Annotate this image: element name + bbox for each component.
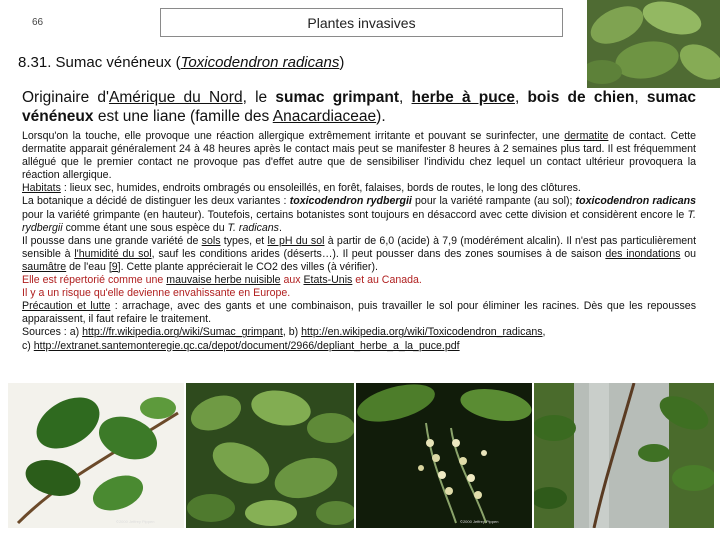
species-name: T. radicans <box>227 221 279 234</box>
text: . <box>278 221 282 234</box>
lead-text: , <box>514 89 528 106</box>
header-title-box <box>160 8 563 37</box>
heading-suffix: ) <box>339 54 345 71</box>
text: et au Canada. <box>352 274 422 287</box>
species-name: toxicodendron radicans <box>575 195 696 208</box>
text: . Cette plante apprécierait le CO2 des villes (à vérifier). <box>120 260 378 273</box>
paragraph-habitats <box>22 182 696 195</box>
link-dermatite[interactable]: dermatite <box>564 130 609 142</box>
text: ou <box>680 247 696 260</box>
link-source-fr-wikipedia[interactable]: http://fr.wikipedia.org/wiki/Sumac_grimpant <box>82 326 283 339</box>
text: c) <box>22 339 34 352</box>
link-saumatre[interactable]: saumâtre <box>22 260 67 273</box>
text: à partir de 6,0 (acide) à 7,9 (modérément alcalin). Il n'est pas particulièrement sensible à <box>22 234 697 260</box>
text: comme étant une sous espèce du <box>62 221 228 234</box>
lead-text: , <box>399 89 412 106</box>
text: La botanique a décidé de distinguer les deux variantes : <box>22 195 290 208</box>
text: de contact. Cette dermatite apparait généralement 24 à 48 heures après le contact mais peut se manifester 8 heures à 2 semaines plus tard. Il est fréquemment allégué que le premier contact ne provoque pas d'effet autre que de sensibiliser l'individu chez lequel un contact ultérieur provoquera la réaction allergique. <box>22 130 696 182</box>
species-name: T. rydbergii <box>22 208 696 234</box>
photo-flowers <box>356 383 532 528</box>
paragraph-dermatite <box>22 130 696 182</box>
habitats-label: Habitats <box>22 182 61 195</box>
text: Lorsqu'on la touche, elle provoque une réaction allergique extrêmement irritante et pouvant se surinfecter, une <box>22 130 565 142</box>
link-etats-unis[interactable]: Etats-Unis <box>303 274 353 287</box>
body-text <box>22 130 696 353</box>
page-number: 66 <box>32 17 44 28</box>
paragraph-sols <box>22 235 696 274</box>
text: aux <box>280 274 304 287</box>
paragraph-sources <box>22 326 696 339</box>
lead-text: , <box>634 89 647 106</box>
heading-prefix: 8.31. Sumac vénéneux ( <box>18 54 181 71</box>
lead-text: Originaire d' <box>22 89 109 106</box>
paragraph-precaution <box>22 300 696 326</box>
text: : lieux sec, humides, endroits ombragés ou ensoleillés, en forêt, falaises, bords de routes, le long des clôtures. <box>60 182 581 195</box>
photo-caption: ©2000 Jeffrey Pippen <box>116 519 155 524</box>
lead-text: ). <box>376 108 386 125</box>
link-humidite-du-sol[interactable]: l'humidité du sol <box>74 247 152 260</box>
lead-text: , le <box>242 89 276 106</box>
link-mauvaise-herbe-nuisible[interactable]: mauvaise herbe nuisible <box>166 274 281 287</box>
lead-paragraph <box>22 88 696 126</box>
link-reference-9[interactable]: [9] <box>108 260 121 273</box>
text: types, et <box>220 234 268 247</box>
text: pour la variété rampante (au sol); <box>411 195 576 208</box>
precaution-label: Précaution et lutte <box>22 300 111 313</box>
lead-text: est une liane (famille des <box>93 108 273 125</box>
text: pour la variété grimpante (en hauteur). Toutefois, certains botanistes sont toujours en désaccord avec cette division et considèrent encore le <box>22 208 688 221</box>
section-heading <box>18 54 344 71</box>
link-herbe-a-puce[interactable]: herbe à puce <box>411 89 515 106</box>
text: Sources : a) <box>22 326 83 339</box>
link-ph-du-sol[interactable]: le pH du sol <box>267 234 325 247</box>
lead-bold: sumac vénéneux <box>22 89 696 125</box>
link-inondations[interactable]: des inondations <box>605 247 681 260</box>
top-leaf-photo <box>587 0 720 88</box>
header-title: Plantes invasives <box>307 14 416 31</box>
lead-bold: sumac grimpant <box>275 89 400 106</box>
text: : arrachage, avec des gants et une combinaison, puis travailler le sol pour éliminer les racines. Dès que les repousses apparaissent, il faut refaire le traitement. <box>22 300 696 326</box>
paragraph-risque-europe: Il y a un risque qu'elle devienne envahissante en Europe. <box>22 287 291 300</box>
photo-tree-trunk <box>534 383 714 528</box>
link-source-en-wikipedia[interactable]: http://en.wikipedia.org/wiki/Toxicodendron_radicans <box>301 326 543 339</box>
text: , b) <box>282 326 302 339</box>
text: , <box>542 326 546 339</box>
text: , sauf les conditions arides (déserts…). Il peut pousser dans des zones soumises à de saison <box>151 247 606 260</box>
link-source-santemonteregie[interactable]: http://extranet.santemonteregie.qc.ca/depot/document/2966/depliant_herbe_a_la_puce.pdf <box>33 339 460 352</box>
text: Il pousse dans une grande variété de <box>22 234 202 247</box>
species-name: toxicodendron rydbergii <box>289 195 412 208</box>
link-sols[interactable]: sols <box>201 234 221 247</box>
paragraph-mauvaise-herbe <box>22 274 696 287</box>
lead-bold: bois de chien <box>527 89 635 106</box>
paragraph-source-c <box>22 340 696 353</box>
photo-caption: ©2000 Jeffrey Pippen <box>460 519 499 524</box>
paragraph-botanique <box>22 195 696 234</box>
heading-scientific-name: Toxicodendron radicans <box>180 54 340 71</box>
link-amerique-du-nord[interactable]: Amérique du Nord <box>108 89 243 106</box>
link-anacardiaceae[interactable]: Anacardiaceae <box>272 108 377 125</box>
photo-vine-leaves <box>8 383 184 528</box>
text: Elle est répertorié comme une <box>22 274 167 287</box>
photo-ground-leaves <box>186 383 354 528</box>
text: de l'eau <box>66 260 109 273</box>
